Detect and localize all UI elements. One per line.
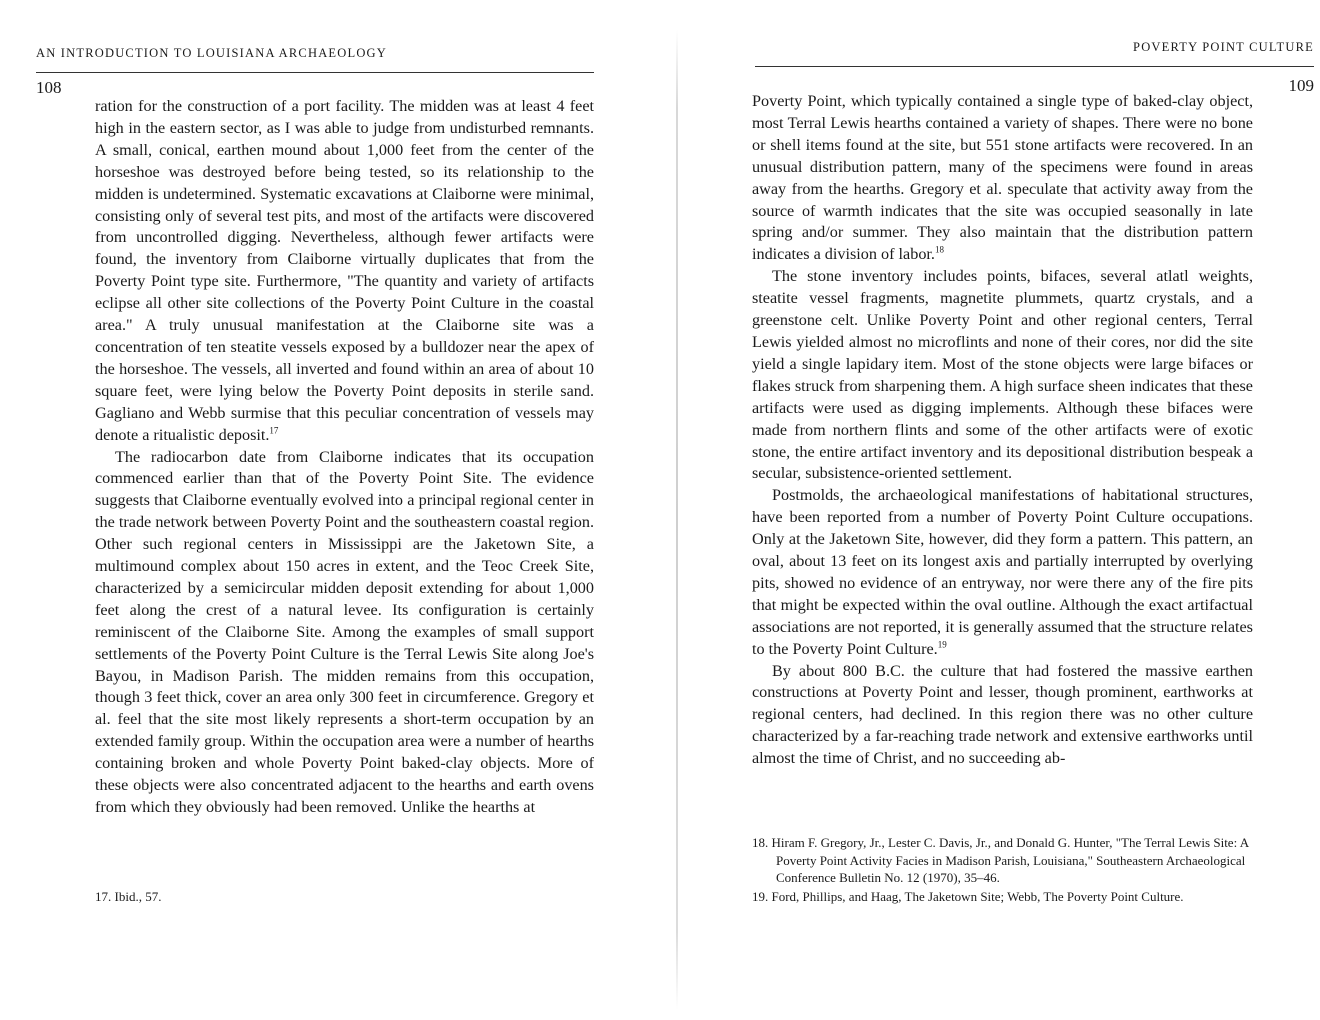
footnote-text: Hiram F. Gregory, Jr., Lester C. Davis, Jr., and Donald G. Hunter, "The Terral Lewis Site: A Poverty Point Activity Facies in Madison Parish, Louisiana," Southeastern Archaeological Conference Bulletin No. 12 (1970), 35–46. <box>771 835 1249 885</box>
footnote-number: 18. <box>752 835 769 850</box>
right-paragraph-4: By about 800 B.C. the culture that had fostered the massive earthen constructions at Poverty Point and lesser, though prominent, earthworks at regional centers, had declined. In this region there was no other culture characterized by a far-reaching trade network and extensive earthworks until almost the time of Christ, and no succeeding ab- <box>752 661 1253 768</box>
right-footnotes <box>752 834 1253 906</box>
left-paragraph-2: The radiocarbon date from Claiborne indicates that its occupation commenced earlier than that of the Poverty Point Site. The evidence suggests that Claiborne eventually evolved into a principal regional center in the trade network between Poverty Point and the southeastern coastal region. Other such regional centers in Mississippi are the Jaketown Site, a multimound complex about 150 acres in extent, and the Teoc Creek Site, characterized by a semicircular midden deposit extending for about 1,000 feet along the crest of a natural levee. Its configuration is certainly reminiscent of the Claiborne Site. Among the examples of small support settlements of the Poverty Point Culture is the Terral Lewis Site along Joe's Bayou, in Madison Parish. The midden remains from this occupation, though 3 feet thick, cover an area only 300 feet in circumference. Gregory et al. feel that the site most likely represents a short-term occupation by an extended family group. Within the occupation area were a number of hearths containing broken and whole Poverty Point baked-clay objects. More of these objects were also concentrated adjacent to the hearths and earth ovens from which they obviously had been removed. Unlike the hearths at <box>95 447 594 816</box>
right-paragraph-3 <box>752 485 1253 660</box>
left-footnotes <box>95 888 594 907</box>
right-running-head: POVERTY POINT CULTURE <box>1133 40 1314 54</box>
left-body-text <box>95 96 594 819</box>
left-paragraph-1 <box>95 96 594 447</box>
footnote-ref-17: 17 <box>269 425 279 436</box>
right-paragraph-1 <box>752 91 1253 266</box>
footnote-number: 17. <box>95 889 112 904</box>
footnote-ref-18: 18 <box>934 244 944 255</box>
left-page-number: 108 <box>36 78 62 97</box>
footnote-ref-19: 19 <box>937 639 947 650</box>
footnote-19 <box>752 888 1253 906</box>
footnote-17 <box>95 888 594 906</box>
paragraph-text: Poverty Point, which typically contained a single type of baked-clay object, most Terral Lewis hearths contained a variety of shapes. There were no bone or shell items found at the site, but 551 stone artifacts were recovered. In an unusual distribution pattern, many of the specimens were found in areas away from the hearths. Gregory et al. speculate that activity away from the source of warmth indicates that the site was occupied seasonally in late spring and/or summer. They also maintain that the distribution pattern indicates a division of labor. <box>752 92 1253 264</box>
right-body-text <box>752 91 1253 770</box>
right-header-rule <box>755 66 1314 67</box>
right-page-number: 109 <box>1288 76 1314 95</box>
paragraph-text: ration for the construction of a port facility. The midden was at least 4 feet high in the eastern sector, as I was able to judge from undisturbed remnants. A small, conical, earthen mound about 1,000 feet from the center of the horseshoe was destroyed before being tested, so its relationship to the midden is undetermined. Systematic excavations at Claiborne were minimal, consisting only of several test pits, and most of the artifacts were discovered from uncontrolled digging. Nevertheless, although fewer artifacts were found, the inventory from Claiborne virtually duplicates that from the Poverty Point type site. Furthermore, "The quantity and variety of artifacts eclipse all other site collections of the Poverty Point Culture in the coastal area." A truly unusual manifestation at the Claiborne site was a concentration of ten steatite vessels exposed by a bulldozer near the apex of the horseshoe. The vessels, all inverted and found within an area of about 10 square feet, were lying below the Poverty Point deposits in sterile sand. Gagliano and Webb surmise that this peculiar concentration of vessels may denote a ritualistic deposit. <box>95 97 594 444</box>
footnote-text: Ford, Phillips, and Haag, The Jaketown Site; Webb, The Poverty Point Culture. <box>771 888 1184 904</box>
footnote-text: Ibid., 57. <box>114 889 162 904</box>
right-page <box>700 0 1320 1020</box>
left-running-head: AN INTRODUCTION TO LOUISIANA ARCHAEOLOGY <box>36 46 388 60</box>
book-gutter <box>676 30 678 1010</box>
footnote-18 <box>752 834 1253 887</box>
right-paragraph-2: The stone inventory includes points, bifaces, several atlatl weights, steatite vessel fragments, magnetite plummets, quartz crystals, and a greenstone celt. Unlike Poverty Point and other regional centers, Terral Lewis yielded almost no microflints and none of their cores, nor did the site yield a single lapidary item. Most of the stone objects were large bifaces or flakes struck from sharpening them. A high surface sheen indicates that these artifacts were used as digging implements. Although these bifaces were made from northern flints and some of the other artifacts were of exotic stone, the entire artifact inventory and its depositional distribution bespeak a secular, subsistence-oriented settlement. <box>752 267 1253 483</box>
paragraph-text: Postmolds, the archaeological manifestations of habitational structures, have been reported from a number of Poverty Point Culture occupations. Only at the Jaketown Site, however, did they form a pattern. This pattern, an oval, about 13 feet on its longest axis and partially interrupted by overlying pits, showed no evidence of an entryway, nor were there any of the fire pits that might be expected within the oval outline. Although the exact artifactual associations are not reported, it is generally assumed that the structure relates to the Poverty Point Culture. <box>752 486 1253 658</box>
footnote-number: 19. <box>752 888 769 904</box>
left-header-rule <box>36 72 594 73</box>
